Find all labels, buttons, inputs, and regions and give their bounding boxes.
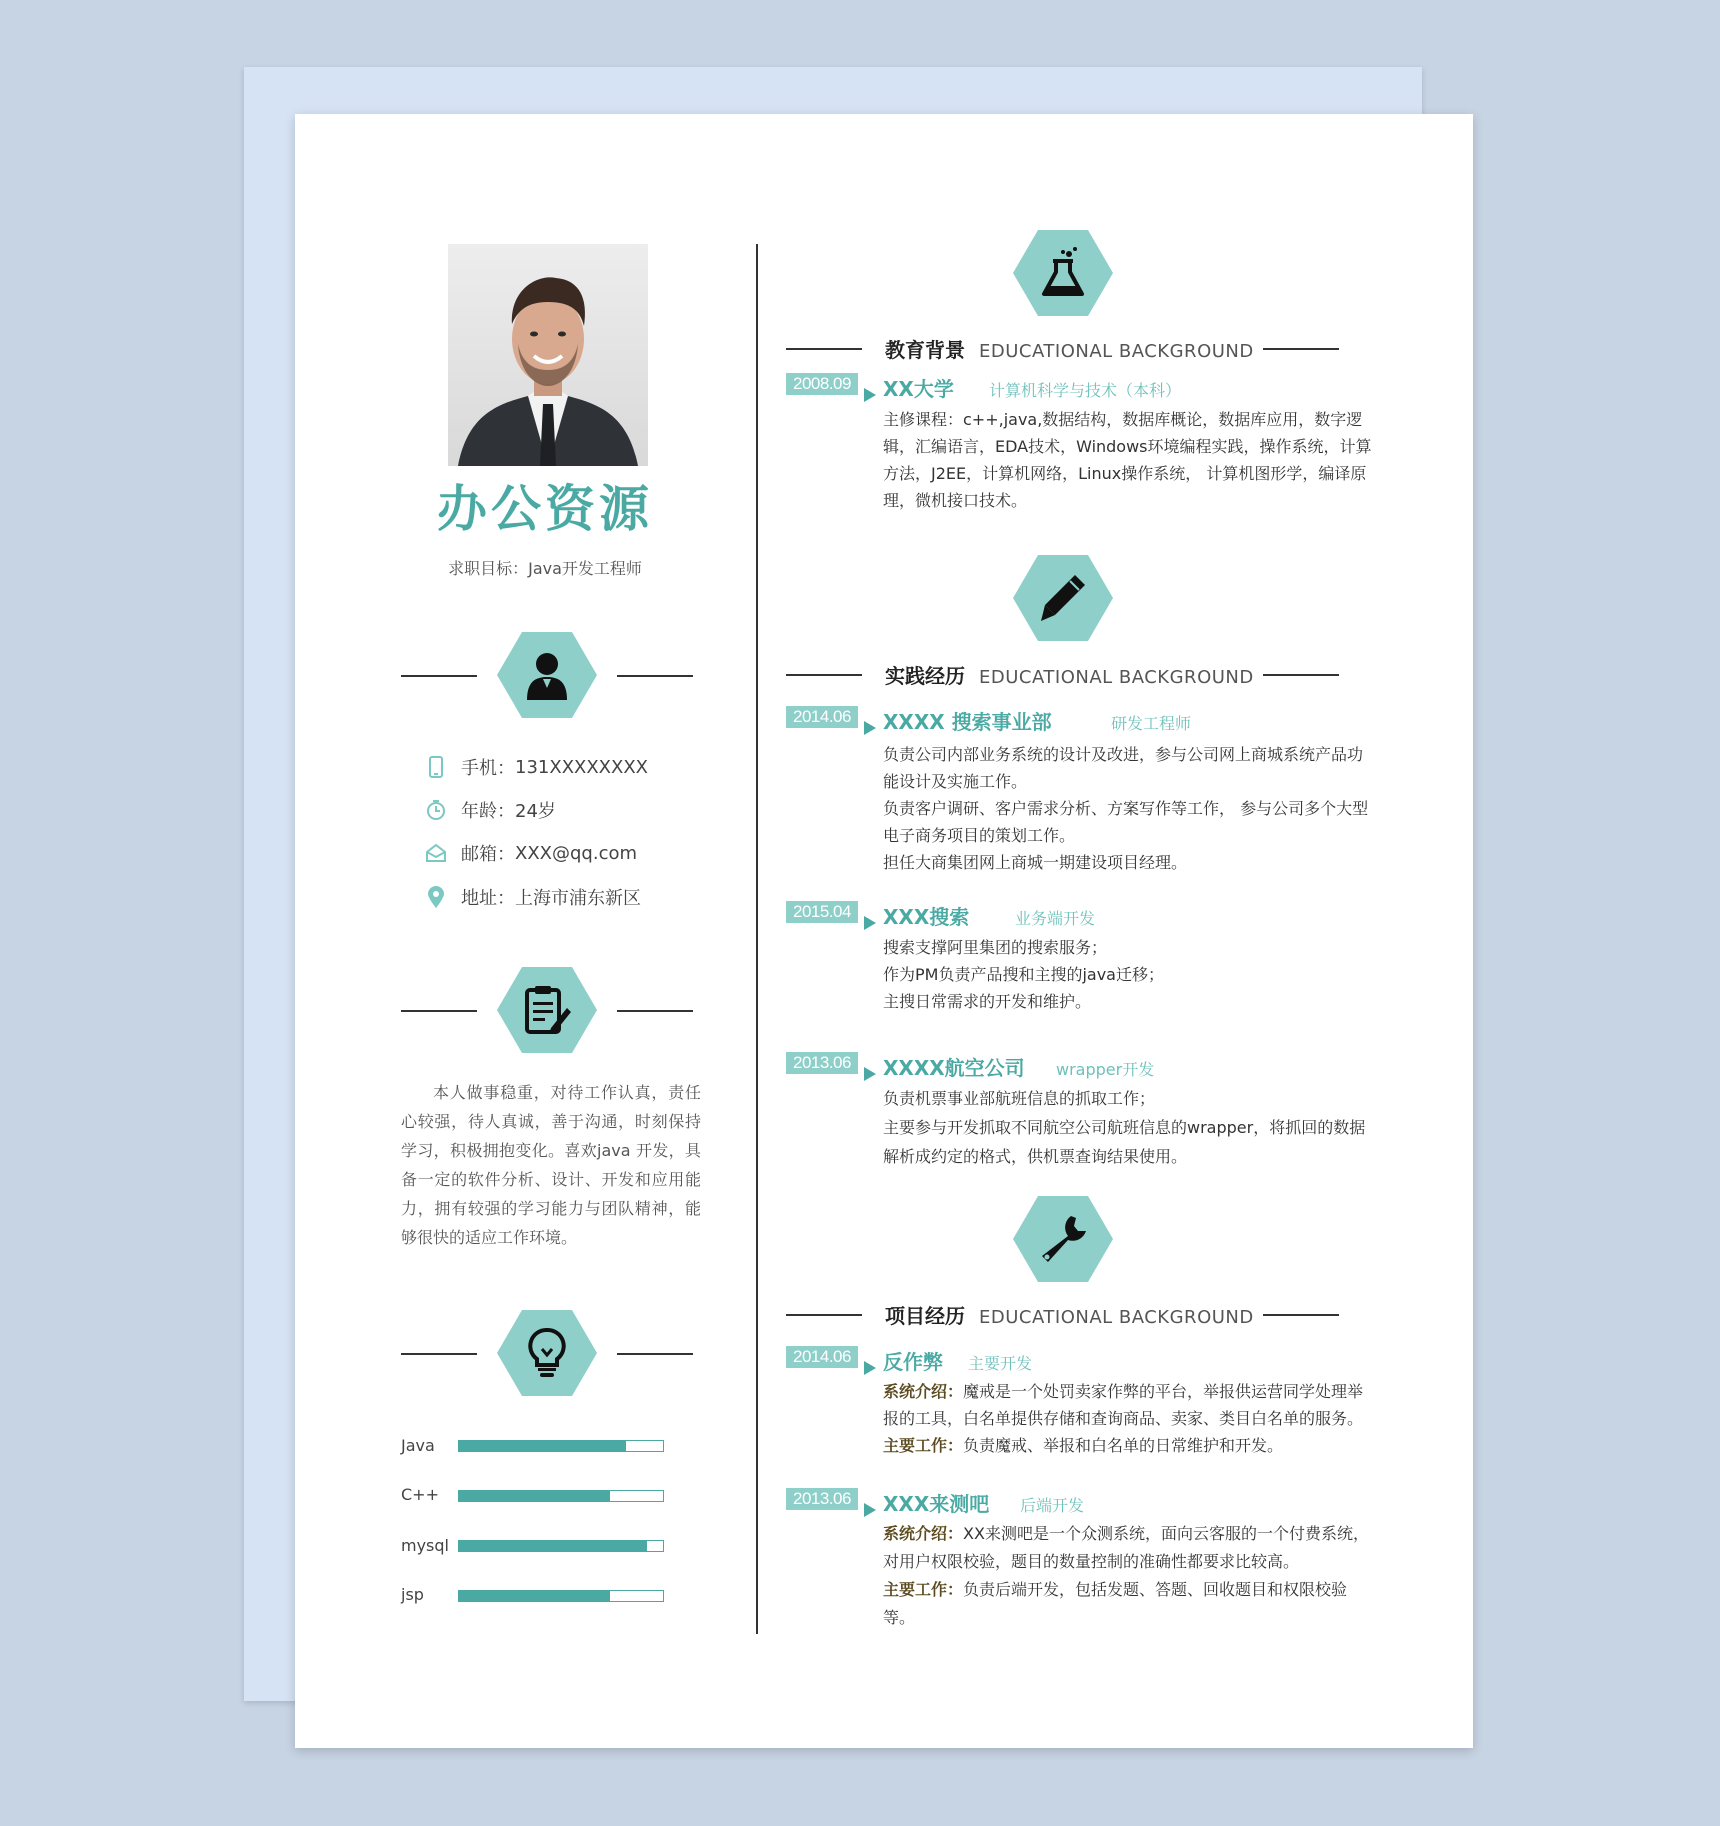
project-work xyxy=(883,1432,1373,1459)
section-title-cn: 教育背景 xyxy=(885,338,965,362)
contact-label: 邮箱： xyxy=(461,844,515,865)
section-title-cn: 项目经历 xyxy=(885,1304,965,1328)
divider-line xyxy=(401,1353,477,1355)
project-name: 反作弊 xyxy=(883,1350,943,1374)
divider-line xyxy=(1263,674,1339,676)
phone-icon xyxy=(425,756,447,778)
intro-text: 魔戒是一个处罚卖家作弊的平台，举报供运营同学处理举报的工具，白名单提供存储和查询商品、卖家、类目白名单的服务。 xyxy=(883,1382,1364,1428)
work-text: 负责后端开发，包括发题、答题、回收题目和权限校验等。 xyxy=(883,1580,1348,1627)
experience-details xyxy=(883,934,1373,1015)
flask-icon xyxy=(1041,246,1085,300)
date-tag: 2013.06 xyxy=(786,1488,858,1510)
project-role: 后端开发 xyxy=(1020,1496,1085,1515)
education-title xyxy=(885,334,1254,363)
experience-title xyxy=(885,660,1254,689)
divider-line xyxy=(786,348,862,350)
detail-line: 主搜日常需求的开发和维护。 xyxy=(883,992,1092,1011)
contact-value: 24岁 xyxy=(515,801,556,822)
intro-label: 系统介绍： xyxy=(883,1524,964,1543)
work-text: 负责魔戒、举报和白名单的日常维护和开发。 xyxy=(963,1436,1284,1455)
experience-details xyxy=(883,741,1373,876)
contact-value: 131XXXXXXXX xyxy=(515,756,649,778)
section-title-en: EDUCATIONAL BACKGROUND xyxy=(979,1307,1254,1328)
skill-bar xyxy=(458,1590,664,1602)
skill-bar xyxy=(458,1490,664,1502)
contact-phone xyxy=(425,754,648,780)
pencil-icon xyxy=(1039,573,1087,623)
divider-line xyxy=(1263,1314,1339,1316)
person-photo-illustration xyxy=(448,244,648,466)
resume-page xyxy=(295,114,1473,1748)
contact-label: 地址： xyxy=(461,888,515,909)
school-name: XX大学 xyxy=(883,377,954,401)
skill-label: C++ xyxy=(401,1485,439,1504)
job-goal: 求职目标：Java开发工程师 xyxy=(448,559,642,578)
major: 计算机科学与技术（本科） xyxy=(989,381,1182,400)
arrow-marker xyxy=(864,388,876,402)
contact-label: 手机： xyxy=(461,758,515,779)
work-label: 主要工作： xyxy=(883,1436,964,1455)
divider-line xyxy=(1263,348,1339,350)
project-work xyxy=(883,1576,1373,1632)
experience-details xyxy=(883,1084,1373,1171)
project-details xyxy=(883,1378,1373,1459)
project-details xyxy=(883,1520,1373,1632)
self-introduction: 本人做事稳重，对待工作认真，责任心较强，待人真诚，善于沟通，时刻保持学习，积极拥抱变化。喜欢java 开发，具备一定的软件分析、设计、开发和应用能力，拥有较强的学习能力与团队精神，能够很快的适应工作环境。 xyxy=(401,1083,701,1247)
wrench-icon xyxy=(1038,1214,1088,1264)
contact-value: XXX@qq.com xyxy=(515,842,638,864)
lightbulb-icon xyxy=(527,1327,567,1379)
column-divider xyxy=(756,244,758,1634)
date-tag: 2008.09 xyxy=(786,373,858,395)
skill-fill xyxy=(459,1491,610,1501)
clock-icon xyxy=(425,799,447,821)
divider-line xyxy=(401,1010,477,1012)
date-tag: 2014.06 xyxy=(786,1346,858,1368)
divider-line xyxy=(786,674,862,676)
company-name: XXXX 搜索事业部 xyxy=(883,710,1052,734)
education-section-hex xyxy=(1013,230,1113,316)
contact-label: 年龄： xyxy=(461,801,515,822)
arrow-marker xyxy=(864,1361,876,1375)
candidate-name: 办公资源 xyxy=(437,480,653,538)
divider-line xyxy=(617,675,693,677)
job-role: 业务端开发 xyxy=(1015,909,1096,928)
arrow-marker xyxy=(864,1067,876,1081)
date-tag: 2014.06 xyxy=(786,706,858,728)
intro-label: 系统介绍： xyxy=(883,1382,964,1401)
section-title-en: EDUCATIONAL BACKGROUND xyxy=(979,667,1254,688)
courses-text xyxy=(883,406,1373,514)
intro-text: XX来测吧是一个众测系统，面向云客服的一个付费系统，对用户权限校验，题目的数量控制的准确性都要求比较高。 xyxy=(883,1524,1369,1571)
user-icon xyxy=(525,650,569,700)
contact-email xyxy=(425,840,637,866)
mail-icon xyxy=(425,842,447,864)
location-icon xyxy=(425,886,447,908)
company-name: XXXX航空公司 xyxy=(883,1056,1025,1080)
detail-line: 负责机票事业部航班信息的抓取工作； xyxy=(883,1089,1156,1108)
date-tag: 2015.04 xyxy=(786,901,858,923)
arrow-marker xyxy=(864,916,876,930)
divider-line xyxy=(786,1314,862,1316)
date-tag: 2013.06 xyxy=(786,1052,858,1074)
profile-section-hex xyxy=(497,632,597,718)
detail-line: 负责公司内部业务系统的设计及改进，参与公司网上商城系统产品功能设计及实施工作。 xyxy=(883,745,1364,791)
detail-line: 作为PM负责产品搜和主搜的java迁移； xyxy=(883,965,1164,984)
projects-title xyxy=(885,1300,1254,1329)
skill-label: mysql xyxy=(401,1536,449,1555)
company-name: XXX搜索 xyxy=(883,905,970,929)
detail-line: 担任大商集团网上商城一期建设项目经理。 xyxy=(883,853,1188,872)
skill-fill xyxy=(459,1591,610,1601)
project-name: XXX来测吧 xyxy=(883,1492,990,1516)
skill-bar xyxy=(458,1540,664,1552)
skills-section-hex xyxy=(497,1310,597,1396)
courses-paragraph: 主修课程：c++,java,数据结构，数据库概论，数据库应用，数字逻辑，汇编语言，EDA技术，Windows环境编程实践，操作系统，计算方法，J2EE，计算机网络，Linux操作系统， 计算机图形学，编译原理，微机接口技术。 xyxy=(883,410,1372,510)
divider-line xyxy=(401,675,477,677)
skill-bar xyxy=(458,1440,664,1452)
contact-value: 上海市浦东新区 xyxy=(515,888,641,909)
contact-address xyxy=(425,884,641,910)
job-role: wrapper开发 xyxy=(1056,1060,1155,1079)
work-label: 主要工作： xyxy=(883,1580,964,1599)
divider-line xyxy=(617,1353,693,1355)
detail-line: 负责客户调研、客户需求分析、方案写作等工作， 参与公司多个大型电子商务项目的策划工作。 xyxy=(883,799,1369,845)
detail-line: 搜索支撑阿里集团的搜索服务； xyxy=(883,938,1108,957)
contact-age xyxy=(425,797,556,823)
section-title-cn: 实践经历 xyxy=(885,664,965,688)
skill-fill xyxy=(459,1441,626,1451)
experience-section-hex xyxy=(1013,555,1113,641)
profile-photo xyxy=(448,244,648,466)
project-intro xyxy=(883,1378,1373,1432)
projects-section-hex xyxy=(1013,1196,1113,1282)
project-role: 主要开发 xyxy=(968,1354,1033,1373)
about-section-hex xyxy=(497,967,597,1053)
section-title-en: EDUCATIONAL BACKGROUND xyxy=(979,341,1254,362)
job-role: 研发工程师 xyxy=(1111,714,1192,733)
arrow-marker xyxy=(864,1503,876,1517)
document-icon xyxy=(523,984,571,1036)
detail-line: 主要参与开发抓取不同航空公司航班信息的wrapper，将抓回的数据解析成约定的格式，供机票查询结果使用。 xyxy=(883,1118,1366,1166)
divider-line xyxy=(617,1010,693,1012)
skill-label: Java xyxy=(401,1436,435,1455)
skill-fill xyxy=(459,1541,647,1551)
project-intro xyxy=(883,1520,1373,1576)
skill-label: jsp xyxy=(401,1585,424,1604)
arrow-marker xyxy=(864,721,876,735)
